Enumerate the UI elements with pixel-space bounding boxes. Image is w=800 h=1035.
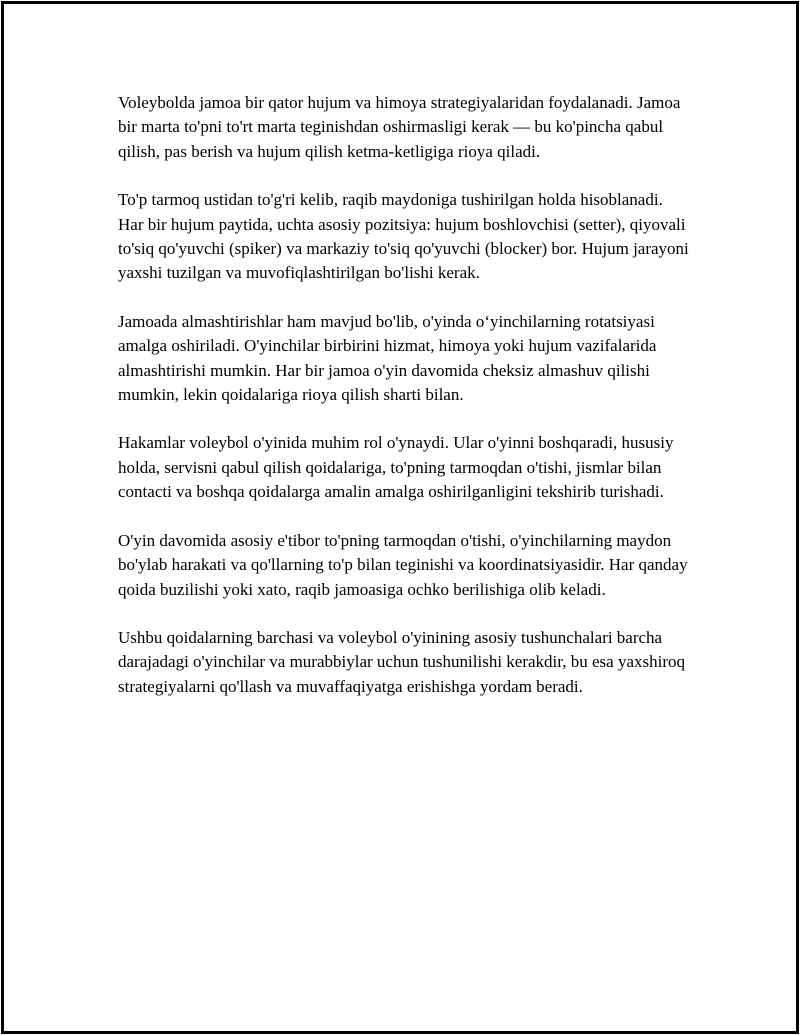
document-body [118,91,690,723]
paragraph: Hakamlar voleybol o'yinida muhim rol o'ynaydi. Ular o'yinni boshqaradi, hususiy holda, servisni qabul qilish qoidalariga, to'pning tarmoqdan o'tishi, jismlar bilan contacti va boshqa qoidalarga amalin amalga oshirilganligini tekshirib turishadi. [118,433,674,502]
paragraph: Ushbu qoidalarning barchasi va voleybol o'yinining asosiy tushunchalari barcha darajadagi o'yinchilar va murabbiylar uchun tushunilishi kerakdir, bu esa yaxshiroq strategiyalarni qo'llash va muvaffaqiyatga erishishga yordam beradi. [118,627,686,696]
paragraph: Jamoada almashtirishlar ham mavjud bo'lib, o'yinda o‘yinchilarning rotatsiyasi amalga oshiriladi. O'yinchilar birbirini hizmat, himoya yoki hujum vazifalarida almashtirishi mumkin. Har bir jamoa o'yin davomida cheksiz almashuv qilishi mumkin, lekin qoidalariga rioya qilish sharti bilan. [118,311,657,405]
paragraph: To'p tarmoq ustidan to'g'ri kelib, raqib maydoniga tushirilgan holda hisoblanadi. Har bir hujum paytida, uchta asosiy pozitsiya: hujum boshlovchisi (setter), qiyovali to'siq qo'yuvchi (spiker) va markaziy to'siq qo'yuvchi (blocker) bor. Hujum jarayoni yaxshi tuzilgan va muvofiqlashtirilgan bo'lishi kerak. [118,190,689,283]
paragraph: Voleybolda jamoa bir qator hujum va himoya strategiyalaridan foydalanadi. Jamoa bir marta to'pni to'rt marta teginishdan oshirmasligi kerak — bu ko'pincha qabul qilish, pas berish va hujum qilish ketma-ketligiga rioya qiladi. [118,93,681,161]
paragraph: O'yin davomida asosiy e'tibor to'pning tarmoqdan o'tishi, o'yinchilarning maydon bo'ylab harakati va qo'llarning to'p bilan teginishi va koordinatsiyasidir. Har qanday qoida buzilishi yoki xato, raqib jamoasiga ochko berilishiga olib keladi. [118,530,688,599]
